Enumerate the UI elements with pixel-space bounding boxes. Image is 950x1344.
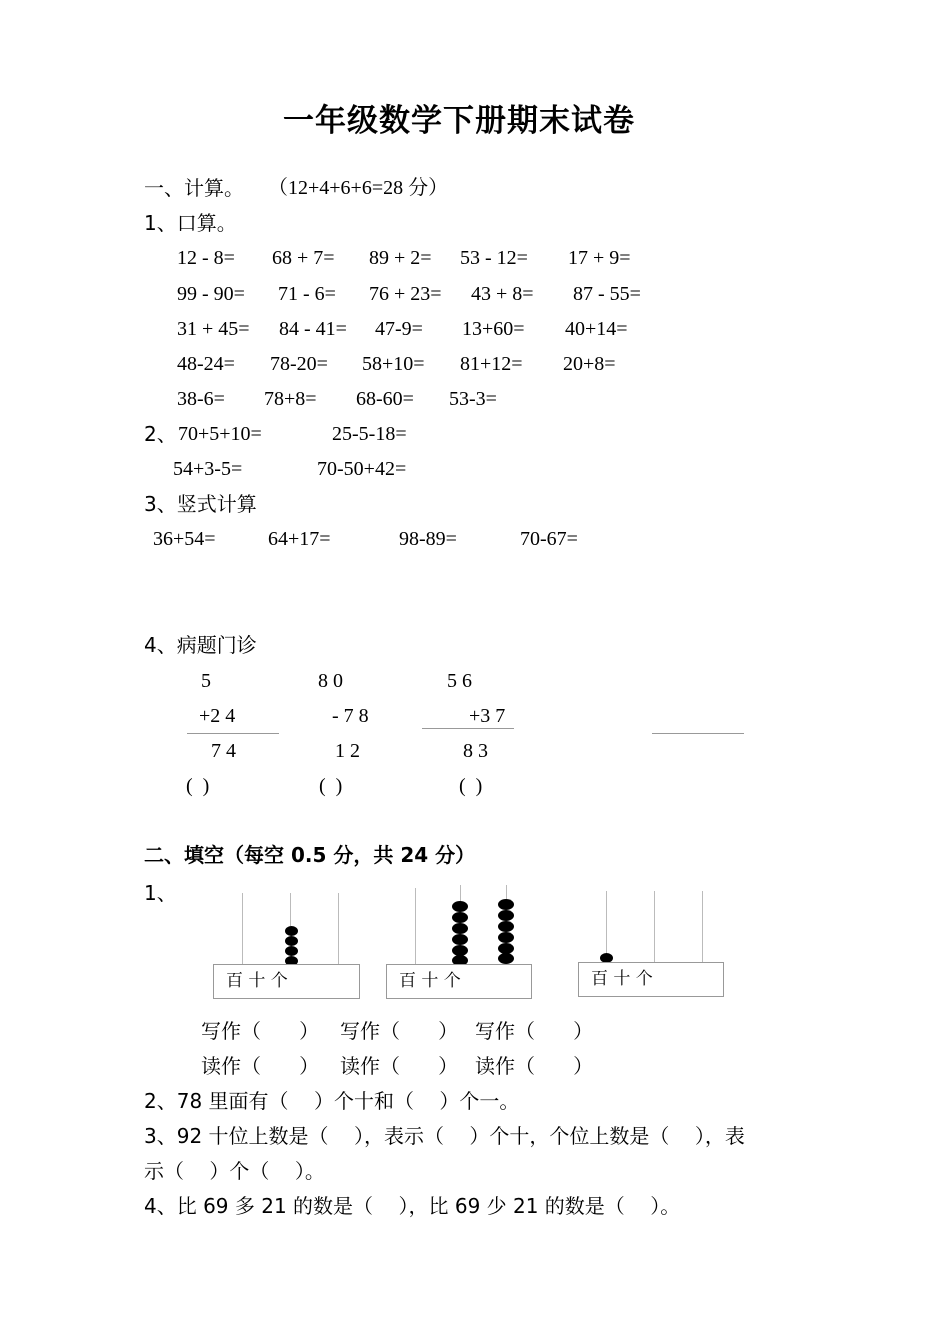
- answer-line: [422, 728, 514, 729]
- page-title: 一年级数学下册期末试卷: [283, 103, 635, 139]
- mixed-calc-item: 25-5-18=: [332, 423, 407, 445]
- oral-calc-item: 78-20=: [270, 353, 328, 375]
- problem-result: 8 3: [463, 740, 488, 762]
- oral-calc-item: 12 - 8=: [177, 247, 235, 269]
- vertical-calc-item: 98-89=: [399, 528, 457, 550]
- oral-calc-item: 40+14=: [565, 318, 628, 340]
- abacus-place-labels: 百 十 个: [591, 969, 653, 989]
- abacus-bead: [285, 936, 298, 946]
- problem-operation: +2 4: [199, 705, 236, 727]
- section-1-heading: 一、计算。: [144, 176, 244, 200]
- oral-calc-item: 68-60=: [356, 388, 414, 410]
- oral-calc-item: 81+12=: [460, 353, 523, 375]
- problem-operation: - 7 8: [332, 705, 369, 727]
- vertical-calc-item: 70-67=: [520, 528, 578, 550]
- part-4-label: 4、病题门诊: [144, 633, 257, 657]
- answer-line: [652, 733, 744, 734]
- abacus-place-labels: 百 十 个: [399, 971, 461, 991]
- section-2-heading: 二、填空（每空 0.5 分，共 24 分）: [144, 843, 476, 867]
- abacus-rod-ones: [702, 891, 703, 963]
- abacus-bead: [452, 934, 468, 945]
- vertical-calc-item: 36+54=: [153, 528, 216, 550]
- oral-calc-item: 68 + 7=: [272, 247, 335, 269]
- verdict-blank[interactable]: ( ): [459, 775, 483, 797]
- part-1-label: 1、口算。: [144, 211, 237, 235]
- abacus-bead: [452, 923, 468, 934]
- question-4: 4、比 69 多 21 的数是（ ），比 69 少 21 的数是（ ）。: [144, 1194, 681, 1218]
- abacus-bead: [452, 912, 468, 923]
- vertical-calc-item: 64+17=: [268, 528, 331, 550]
- mixed-calc-item: 70-50+42=: [317, 458, 407, 480]
- problem-operation: +3 7: [469, 705, 506, 727]
- write-as-blank[interactable]: 写作（ ）: [201, 1019, 320, 1043]
- oral-calc-item: 87 - 55=: [573, 283, 641, 305]
- problem-top-number: 5 6: [447, 670, 472, 692]
- abacus-bead: [498, 899, 514, 910]
- abacus-rod-hundreds: [242, 893, 243, 965]
- oral-calc-item: 53-3=: [449, 388, 497, 410]
- abacus-bead: [498, 921, 514, 932]
- mixed-calc-item: 70+5+10=: [178, 423, 262, 445]
- oral-calc-item: 71 - 6=: [278, 283, 336, 305]
- oral-calc-item: 31 + 45=: [177, 318, 250, 340]
- oral-calc-item: 99 - 90=: [177, 283, 245, 305]
- mixed-calc-item: 54+3-5=: [173, 458, 243, 480]
- write-as-blank[interactable]: 写作（ ）: [340, 1019, 459, 1043]
- problem-result: 7 4: [211, 740, 236, 762]
- abacus-frame: [578, 962, 724, 997]
- question-1-label: 1、: [144, 881, 177, 905]
- oral-calc-item: 58+10=: [362, 353, 425, 375]
- abacus-bead: [285, 926, 298, 936]
- oral-calc-item: 53 - 12=: [460, 247, 528, 269]
- problem-top-number: 5: [201, 670, 211, 692]
- oral-calc-item: 89 + 2=: [369, 247, 432, 269]
- question-3-line-2: 示（ ）个（ ）。: [144, 1159, 325, 1183]
- oral-calc-item: 13+60=: [462, 318, 525, 340]
- abacus-place-labels: 百 十 个: [226, 971, 288, 991]
- abacus-bead: [498, 910, 514, 921]
- oral-calc-item: 17 + 9=: [568, 247, 631, 269]
- abacus-bead: [498, 932, 514, 943]
- read-as-blank[interactable]: 读作（ ）: [475, 1054, 594, 1078]
- abacus-frame: [213, 964, 360, 999]
- abacus-bead: [452, 901, 468, 912]
- question-3-line-1: 3、92 十位上数是（ ），表示（ ）个十，个位上数是（ ），表: [144, 1124, 745, 1148]
- abacus-frame: [386, 964, 532, 999]
- write-as-blank[interactable]: 写作（ ）: [475, 1019, 594, 1043]
- oral-calc-item: 47-9=: [375, 318, 423, 340]
- abacus-rod-hundreds: [415, 888, 416, 964]
- read-as-blank[interactable]: 读作（ ）: [201, 1054, 320, 1078]
- problem-top-number: 8 0: [318, 670, 343, 692]
- oral-calc-item: 43 + 8=: [471, 283, 534, 305]
- read-as-blank[interactable]: 读作（ ）: [340, 1054, 459, 1078]
- part-3-label: 3、竖式计算: [144, 492, 257, 516]
- verdict-blank[interactable]: ( ): [319, 775, 343, 797]
- section-1-score: （12+4+6+6=28 分）: [268, 177, 449, 199]
- abacus-bead: [498, 953, 514, 964]
- oral-calc-item: 78+8=: [264, 388, 317, 410]
- oral-calc-item: 76 + 23=: [369, 283, 442, 305]
- problem-result: 1 2: [335, 740, 360, 762]
- oral-calc-item: 84 - 41=: [279, 318, 347, 340]
- verdict-blank[interactable]: ( ): [186, 775, 210, 797]
- question-2: 2、78 里面有（ ）个十和（ ）个一。: [144, 1089, 520, 1113]
- oral-calc-item: 20+8=: [563, 353, 616, 375]
- answer-line: [187, 733, 279, 734]
- abacus-bead: [285, 946, 298, 956]
- oral-calc-item: 48-24=: [177, 353, 235, 375]
- oral-calc-item: 38-6=: [177, 388, 225, 410]
- part-2-label: 2、: [144, 422, 177, 446]
- abacus-rod-tens: [654, 891, 655, 963]
- abacus-rod-ones: [338, 893, 339, 965]
